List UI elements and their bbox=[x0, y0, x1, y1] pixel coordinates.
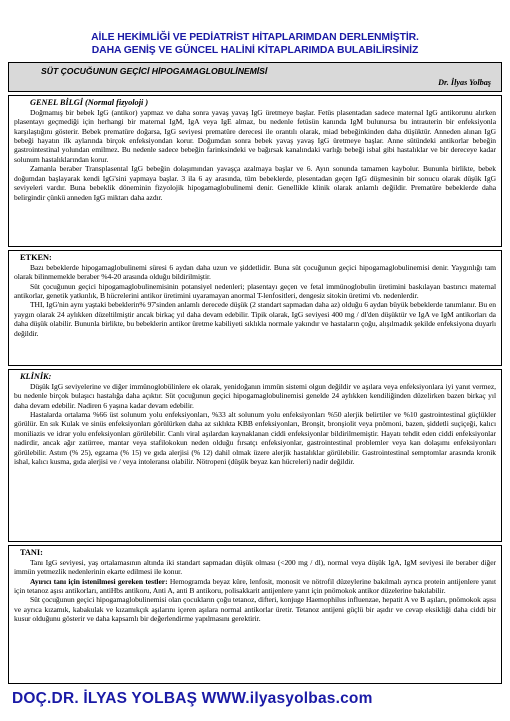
section-etken bbox=[8, 250, 502, 366]
differential-tests-label: Ayırıcı tanı için istenilmesi gereken testler: bbox=[30, 576, 168, 586]
banner-line-1: AİLE HEKİMLİĞİ VE PEDİATRİST HİTAPLARIMDAN DERLENMİŞTİR. bbox=[91, 32, 419, 43]
top-banner bbox=[0, 0, 510, 58]
section-genel-bilgi bbox=[8, 95, 502, 247]
document-header bbox=[8, 62, 502, 92]
footer-author-website: DOÇ.DR. İLYAS YOLBAŞ WWW.ilyasyolbas.com bbox=[12, 690, 373, 707]
section-klinik bbox=[8, 369, 502, 542]
paragraph: Bazı bebeklerde hipogamaglobulinemi süresi 6 aydan daha uzun ve şiddetlidir. Buna süt çocuğunun geçici hipogamaglobulinemisi denir. Yaygınlığı tam olarak bilinmemekle beraber %4-20 arasında olduğu bildirilmiştir. bbox=[14, 262, 496, 282]
banner-line-2: DAHA GENİŞ VE GÜNCEL HALİNİ KİTAPLARIMDA BULABİLİRSİNİZ bbox=[91, 45, 419, 56]
paragraph: Süt çocuğunun geçici hipogamaglobulinemisinin potansiyel nedenleri; plasentayı geçen ve fetal immünoglobulin üretimini baskılayan bastırıcı maternal antikorlar, genetik yatkınlık, B hücrelerini antikor üretimini uyaramayan anormal T-lenfositleri, dengesiz sitokin üretimi vb. nedenlerdir. bbox=[14, 281, 496, 300]
differential-tests-text: Hemogramda beyaz küre, lenfosit, monosit ve nötrofil düzeylerine bakılmalı ayrıca protein antijenlere yanıt için tetanoz aşısı antikorları, antiHbs antikoru, Anti A, anti B antikoru, polisakkarit antijenlere yanıt için pnömokok antikor düzelerine bakılabilir. bbox=[14, 576, 496, 595]
section-heading: TANI: bbox=[20, 548, 43, 557]
paragraph: Düşük IgG seviyelerine ve diğer immünoglobülinlere ek olarak, yenidoğanın immün sistemi olgun değildir ve aşılara veya enfeksiyonlara iyi yanıt vermez, bu nedenle birçok bulaşıcı hastalığa daha açıktır. Süt çocuğunun geçici hipogamaglobulinemisi genelde 24 aylıkken kendiliğinden düzelirken bazen birkaç yıl daha devam edebilir. Nadiren 6 yaşına kadar devam edebilir. bbox=[14, 381, 496, 410]
paragraph bbox=[14, 577, 496, 596]
section-heading: KLİNİK: bbox=[20, 372, 52, 381]
paragraph: Tanı IgG seviyesi, yaş ortalamasının altında iki standart sapmadan düşük olması (<200 mg / dl), normal veya düşük IgA, IgM seviyesi ile beraber diğer immün yetmezlik nedenlerinin ekarte edilmesi ile konur. bbox=[14, 557, 496, 577]
section-heading: ETKEN: bbox=[20, 253, 52, 262]
paragraph: Süt çocuğunun geçici hipogamaglobulinemisi olan çocukların çoğu tetanoz, difteri, konjuge Haemophilus influenzae, hepatit A ve B aşıları, pnömokok aşısı ve ayrıca kızamık, kabakulak ve kızamıkçık aşılarını içeren aşılara normal antikorlar üretir. Tetanoz antijeni güçlü bir aşıdır ve cevap eksikliği daha ciddi bir kusur olduğunu gösterir ve daha kapsamlı bir değerlendirme yapılmasını gerektirir. bbox=[14, 595, 496, 624]
paragraph: THI, IgG'nin aynı yaştaki bebeklerin% 97'sinden anlamlı derecede düşük (2 standart sapmadan daha az) olduğu 6 aydan büyük bebeklerde tanımlanır. Bu en yaygın olarak 24 aylıkken düzeltilmiştir ancak birkaç yıl daha devam edebilir. Tipik olarak, IgG seviyesi 400 mg / dl'den düşüktür ve IgA ve IgM antikorları da daha düşük olabilir. Bununla birlikte, bu bebeklerin antikor üretme kabiliyeti sıklıkla normale yakındır ve hastaların çoğu, alışılmadık şekilde enfeksiyona duyarlı değildir. bbox=[14, 300, 496, 338]
author-name: Dr. İlyas Yolbaş bbox=[438, 78, 491, 87]
section-heading: GENEL BİLGİ (Normal fizyoloji ) bbox=[30, 98, 149, 107]
section-tani bbox=[8, 545, 502, 684]
document-title: SÜT ÇOCUĞUNUN GEÇİCİ HİPOGAMAGLOBULİNEMİSİ bbox=[41, 66, 268, 76]
paragraph: Hastalarda ortalama %66 üst solunum yolu enfeksiyonları, %33 alt solunum yolu enfeksiyonları %50 alerjik belirtiler ve %10 gastrointestinal güçlükler görülür. En sık Kulak ve sinüs enfeksiyonları görülürken daha az sıklıkta KBB enfeksiyonları, Bronşit, bronşiolit veya pnömoni, bazen, şiddetli suçiçeği, kalıcı moniliazis ve idrar yolu enfeksiyonları görülebilir. Canlı viral aşılardan kaynaklanan ciddi enfeksiyonlar bildirilmemiştir. Hayatı tehdit eden ciddi enfeksiyonlar nadirdir, ancak ağır zatürree, mantar veya stafilokokun neden olduğu fırsatçı enfeksiyonlar, gastrointestinal problemler veya kan dolaşımı enfeksiyonları görülebilir. Astım (% 25), egzama (% 15) ve gıda alerjisi (% 12) dahil olmak üzere alerjik hastalıklar görülebilir. Gastrointestinal semptomlar arasında kronik ishal, kalıcı kusma, gıda alerjisi ve / veya intoleransı olabilir. Nötropeni (düşük beyaz kan hücreleri) nadir değildir. bbox=[14, 409, 496, 467]
paragraph: Zamanla beraber Transplasental IgG bebeğin dolaşımından yavaşça azalmaya başlar ve 6. Ayın sonunda tamamen kaybolur. Bununla birlikte, bebek doğumdan başlayarak kendi IgG'sini yapmaya başlar. 3 ila 6 ay arasında, tüm bebeklerde, plesentadan geçen IgG düşmesinin bir sonucu olarak düşük IgG seviyeleri vardır. Buna bebeklik döneminin fizyolojik hipogamaglobulinemi denir. Genellikle klinik olarak anlamlı değildir. Prematüre bebeklerde daha belirgindir çünkü anneden IgG miktarı daha azdır. bbox=[14, 164, 496, 202]
paragraph: Doğmamış bir bebek IgG (antikor) yapmaz ve daha sonra yavaş yavaş IgG üretmeye başlar. Fetüs plasentadan sadece maternal IgG antikorunu alırken plasentayı geçmediği için herhangi bir maternal IgM, IgA veya IgE almaz, bu nedenle fetüsün kanında IgM bulunursa bu intrauterin bir enfeksiyonla karşılaştığını gösterir. Bebek prematüre doğarsa, IgG seviyesi prematüre derecesi ile orantılı olarak, miad bebeğinkinden daha düşüktür. Anneden alınan IgG bebeği hayatın ilk aylarında birçok enfeksiyondan korur. Doğumdan sonra bebek yavaş yavaş IgG üretmeye başlar. Anne sütündeki antikorlar bebeğin gastrointestinal yolundan emilmez. Bu nedenle sadece bebeğin farinksindeki ve bağırsak kanalındaki varlığı bebeği isbal gibi hastalıklar ve bir dereceye kadar solunum hastalıklarından korur. bbox=[14, 107, 496, 164]
